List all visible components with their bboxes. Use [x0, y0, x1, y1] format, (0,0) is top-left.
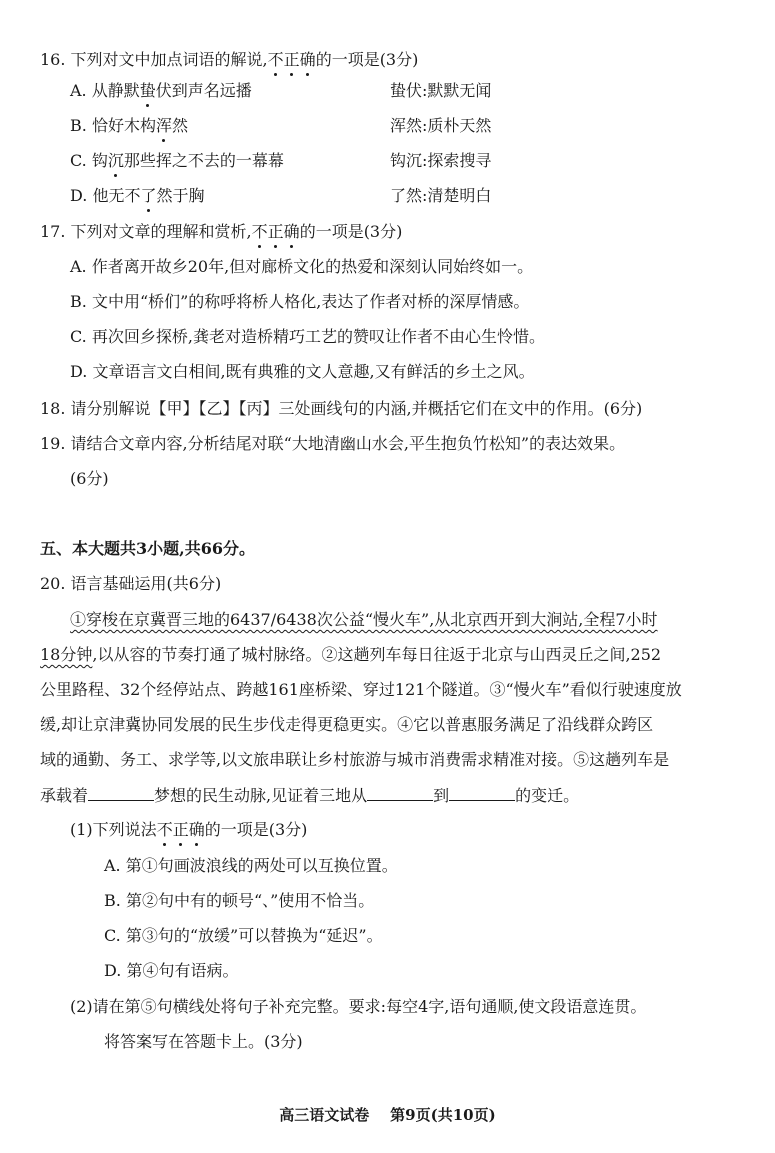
q18-stem: 18. 请分别解说【甲】【乙】【丙】三处画线句的内涵,并概括它们在文中的作用。(6分) — [40, 399, 643, 418]
q17-stem: 17. 下列对文章的理解和赏析,不正确的一项是(3分) — [40, 222, 403, 241]
q20-sub2-line-1: (2)请在第⑤句横线处将句子补充完整。要求:每空4字,语句通顺,使文段语意连贯。 — [70, 997, 647, 1016]
q17-option-d: D. 文章语言文白相间,既有典雅的文人意趣,又有鲜活的乡土之风。 — [70, 362, 535, 381]
q20-sub1-option-d: D. 第④句有语病。 — [104, 961, 239, 980]
q20-passage-line-1: ①穿梭在京冀晋三地的6437/6438次公益“慢火车”,从北京西开到大涧站,全程7小时 — [70, 610, 658, 629]
page-footer: 高三语文试卷 第9页(共10页) — [279, 1106, 496, 1124]
q16-stem: 16. 下列对文中加点词语的解说,不正确的一项是(3分) — [40, 50, 419, 69]
q18-number: 18. — [40, 399, 66, 418]
q16-option-b-gloss: 浑然:质朴天然 — [390, 116, 492, 135]
q20-passage-line-3: 公里路程、32个经停站点、跨越161座桥梁、穿过121个隧道。③“慢火车”看似行驶速度放 — [40, 680, 682, 699]
q20-sub2-line-2: 将答案写在答题卡上。(3分) — [104, 1032, 303, 1051]
blank-1 — [88, 784, 154, 801]
q16-option-a: A. 从静默蛰伏到声名远播 — [70, 81, 252, 100]
q16-option-c-gloss: 钩沉:探索搜寻 — [390, 151, 492, 170]
q20-sub1-option-c: C. 第③句的“放缓”可以替换为“延迟”。 — [104, 926, 383, 945]
q16-option-a-gloss: 蛰伏:默默无闻 — [390, 81, 492, 100]
q20-sub1-option-a: A. 第①句画波浪线的两处可以互换位置。 — [104, 856, 398, 875]
q16-number: 16. — [40, 50, 66, 69]
section-five-heading: 五、本大题共3小题,共66分。 — [40, 539, 255, 558]
q19-number: 19. — [40, 434, 66, 453]
q20-number: 20. — [40, 574, 66, 593]
q17-option-b: B. 文中用“桥们”的称呼将桥人格化,表达了作者对桥的深厚情感。 — [70, 292, 530, 311]
q20-title: 20. 语言基础运用(共6分) — [40, 574, 222, 593]
q16-option-c: C. 钩沉那些挥之不去的一幕幕 — [70, 151, 284, 170]
q16-option-b: B. 恰好木构浑然 — [70, 116, 188, 135]
q20-passage-line-4: 缓,却让京津冀协同发展的民生步伐走得更稳更实。④它以普惠服务满足了沿线群众跨区 — [40, 715, 654, 734]
q17-option-c: C. 再次回乡探桥,龚老对造桥精巧工艺的赞叹让作者不由心生怜惜。 — [70, 327, 545, 346]
q16-option-d: D. 他无不了然于胸 — [70, 186, 205, 205]
q19-stem: 19. 请结合文章内容,分析结尾对联“大地清幽山水会,平生抱负竹松知”的表达效果。 — [40, 434, 626, 453]
q20-passage-line-2: 18分钟,以从容的节奏打通了城村脉络。②这趟列车每日往返于北京与山西灵丘之间,252 — [40, 645, 662, 664]
q17-number: 17. — [40, 222, 66, 241]
q20-passage-line-6: 承载着 梦想的民生动脉,见证着三地从 到 的变迁。 — [40, 786, 580, 805]
q19-score: (6分) — [70, 469, 109, 488]
q17-option-a: A. 作者离开故乡20年,但对廊桥文化的热爱和深刻认同始终如一。 — [70, 257, 534, 276]
blank-2 — [367, 784, 433, 801]
blank-3 — [449, 784, 515, 801]
q20-passage-line-5: 域的通勤、务工、求学等,以文旅串联让乡村旅游与城市消费需求精准对接。⑤这趟列车是 — [40, 750, 670, 769]
q20-sub1-option-b: B. 第②句中有的顿号“、”使用不恰当。 — [104, 891, 375, 910]
q16-option-d-gloss: 了然:清楚明白 — [390, 186, 492, 205]
q20-sub1-stem: (1)下列说法不正确的一项是(3分) — [70, 820, 308, 839]
